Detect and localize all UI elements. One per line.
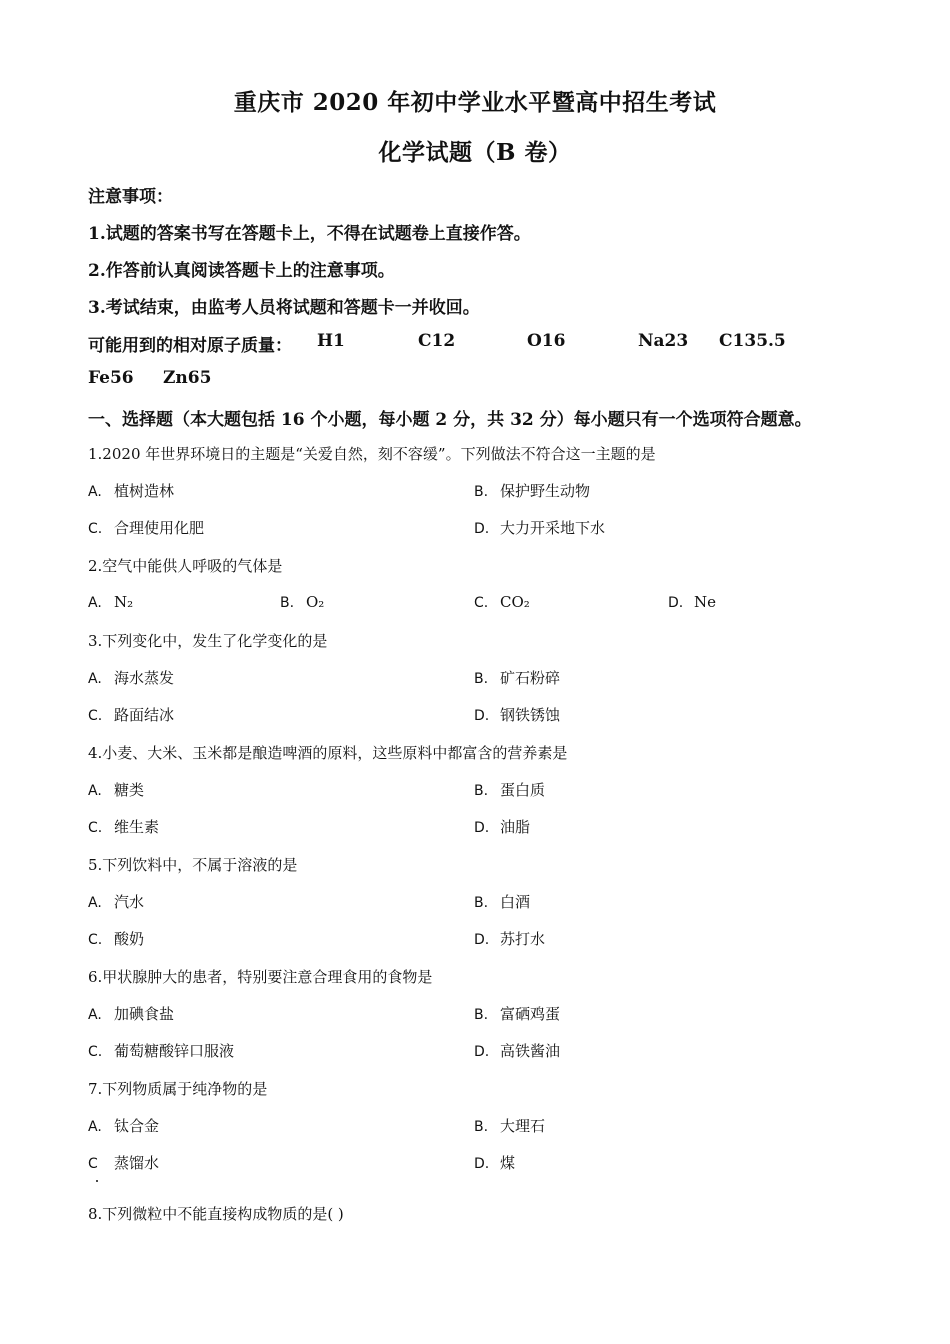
option-a <box>88 779 144 800</box>
option-text: 植树造林 <box>114 482 175 500</box>
option-text: 白酒 <box>500 893 531 911</box>
section-heading: 一、选择题（本大题包括 16 个小题，每小题 2 分，共 32 分）每小题只有一个选项符合题意。 <box>88 410 812 430</box>
option-label: A. <box>88 671 102 687</box>
option-label: D. <box>474 932 490 948</box>
option-c <box>88 1040 234 1061</box>
option-c <box>88 1152 159 1173</box>
option-b <box>474 667 560 688</box>
option-text: 富硒鸡蛋 <box>500 1005 561 1023</box>
option-text: 苏打水 <box>500 930 546 948</box>
option-a <box>88 593 133 611</box>
option-label: B. <box>474 484 489 500</box>
option-label: D. <box>474 521 490 537</box>
question-stem: 8.下列微粒中不能直接构成物质的是( ) <box>88 1205 344 1223</box>
option-label: D. <box>474 1156 490 1172</box>
option-label: D. <box>474 708 490 724</box>
exam-title: 重庆市 2020 年初中学业水平暨高中招生考试 <box>233 89 717 116</box>
option-d <box>474 816 530 837</box>
option-text: 煤 <box>500 1154 516 1172</box>
option-a <box>88 1115 159 1136</box>
question-stem: 5.下列饮料中，不属于溶液的是 <box>88 856 298 874</box>
option-label: A. <box>88 783 102 799</box>
option-label: A. <box>88 895 102 911</box>
notice-item: 2.作答前认真阅读答题卡上的注意事项。 <box>88 261 395 281</box>
question-stem: 3.下列变化中，发生了化学变化的是 <box>88 632 328 650</box>
option-d <box>474 704 560 725</box>
notice-heading: 注意事项： <box>88 187 173 207</box>
stray-dot <box>96 1180 98 1182</box>
option-a <box>88 667 174 688</box>
option-label: B. <box>474 783 489 799</box>
option-text: 维生素 <box>114 818 160 836</box>
option-label: B. <box>474 895 489 911</box>
atomic-mass-value: Fe56 <box>88 368 134 388</box>
notice-item: 3.考试结束，由监考人员将试题和答题卡一并收回。 <box>88 298 480 318</box>
option-c <box>88 704 174 725</box>
atomic-mass-value: H1 <box>317 331 345 351</box>
option-text: 高铁酱油 <box>500 1042 561 1060</box>
option-text: 葡萄糖酸锌口服液 <box>114 1042 235 1060</box>
option-b <box>474 480 590 501</box>
option-text: Ne <box>694 593 717 611</box>
option-text: 酸奶 <box>114 930 145 948</box>
option-c <box>88 816 159 837</box>
option-a <box>88 891 144 912</box>
option-text: O₂ <box>306 593 325 611</box>
option-c <box>474 593 530 611</box>
option-b <box>474 891 530 912</box>
option-text: 糖类 <box>114 781 145 799</box>
option-label: D. <box>474 1044 490 1060</box>
atomic-mass-label: 可能用到的相对原子质量： <box>88 336 292 356</box>
option-c <box>88 928 144 949</box>
option-label: A. <box>88 1007 102 1023</box>
option-label: D. <box>474 820 490 836</box>
option-b <box>474 1003 560 1024</box>
notice-item: 1.试题的答案书写在答题卡上，不得在试题卷上直接作答。 <box>88 224 531 244</box>
atomic-mass-value: C135.5 <box>719 331 786 351</box>
option-text: 路面结冰 <box>114 706 175 724</box>
option-label: C. <box>88 708 103 724</box>
option-text: N₂ <box>114 593 134 611</box>
option-text: 蛋白质 <box>500 781 546 799</box>
option-label: C. <box>474 595 489 611</box>
option-text: 汽水 <box>114 893 145 911</box>
option-text: 海水蒸发 <box>114 669 175 687</box>
option-d <box>474 517 605 538</box>
question-stem: 7.下列物质属于纯净物的是 <box>88 1080 268 1098</box>
option-label: A. <box>88 1119 102 1135</box>
option-label: C. <box>88 521 103 537</box>
option-text: 大力开采地下水 <box>500 519 606 537</box>
option-label: C. <box>88 820 103 836</box>
option-label: A. <box>88 484 102 500</box>
option-label: B. <box>474 1119 489 1135</box>
option-text: 油脂 <box>500 818 531 836</box>
option-a <box>88 1003 174 1024</box>
option-d <box>474 1152 515 1173</box>
atomic-mass-value: Zn65 <box>163 368 212 388</box>
question-stem: 1.2020 年世界环境日的主题是“关爱自然，刻不容缓”。下列做法不符合这一主题的是 <box>88 445 656 463</box>
option-a <box>88 480 174 501</box>
atomic-mass-value: O16 <box>527 331 566 351</box>
option-text: 钛合金 <box>114 1117 160 1135</box>
option-b <box>474 1115 545 1136</box>
option-b <box>474 779 545 800</box>
question-stem: 4.小麦、大米、玉米都是酿造啤酒的原料，这些原料中都富含的营养素是 <box>88 744 568 762</box>
question-stem: 2.空气中能供人呼吸的气体是 <box>88 557 283 575</box>
option-label: C <box>88 1156 98 1172</box>
option-label: A. <box>88 595 102 611</box>
option-d <box>474 1040 560 1061</box>
option-text: CO₂ <box>500 593 530 611</box>
option-b <box>280 593 324 611</box>
option-label: B. <box>474 1007 489 1023</box>
exam-subtitle: 化学试题（B 卷） <box>378 139 572 166</box>
question-stem: 6.甲状腺肿大的患者，特别要注意合理食用的食物是 <box>88 968 433 986</box>
option-text: 合理使用化肥 <box>114 519 205 537</box>
option-text: 保护野生动物 <box>500 482 591 500</box>
option-text: 钢铁锈蚀 <box>500 706 561 724</box>
option-text: 矿石粉碎 <box>500 669 561 687</box>
option-d <box>474 928 545 949</box>
option-label: B. <box>280 595 295 611</box>
option-label: C. <box>88 1044 103 1060</box>
option-text: 大理石 <box>500 1117 546 1135</box>
atomic-mass-value: C12 <box>418 331 456 351</box>
option-d <box>668 593 716 611</box>
option-c <box>88 517 204 538</box>
option-text: 蒸馏水 <box>114 1154 160 1172</box>
atomic-mass-value: Na23 <box>638 331 689 351</box>
option-label: D. <box>668 595 684 611</box>
option-text: 加碘食盐 <box>114 1005 175 1023</box>
option-label: C. <box>88 932 103 948</box>
option-label: B. <box>474 671 489 687</box>
